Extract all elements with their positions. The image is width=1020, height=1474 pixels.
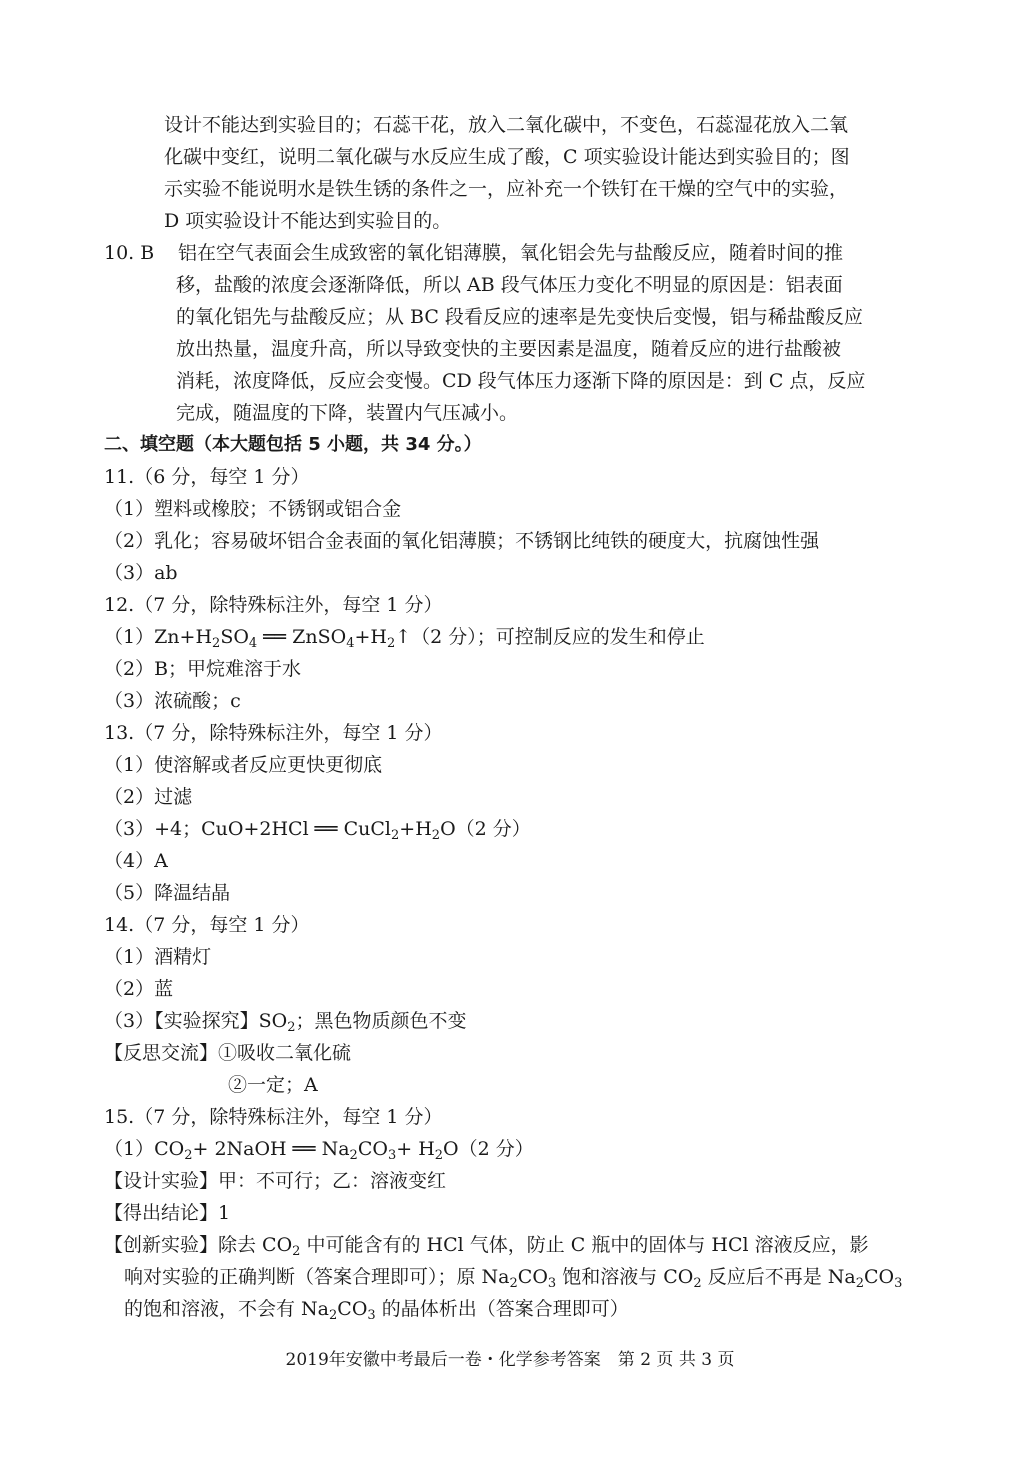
- q15-answer-equation: $(1)CO_2+$ 2NaOH ══ $Na_2CO_3+ H_2O(2$ 分）: [104, 1138, 534, 1163]
- q12-heading: 12.（7 分，除特殊标注外，每空 1 分）: [104, 594, 443, 616]
- q14-answer: （2）蓝: [104, 978, 174, 1000]
- q15-answer: 【设计实验】甲：不可行；乙：溶液变红: [104, 1170, 447, 1192]
- q10-text-line: 消耗，浓度降低，反应会变慢。CD 段气体压力逐渐下降的原因是：到 C 点，反应: [176, 370, 866, 392]
- q10-number: 10. B: [104, 242, 155, 264]
- q12-answer-equation: $(1)Zn+H_2SO_4$ ══ $ZnSO_4+H_2↑(2$ 分）；可控制反应的发生和停止: [104, 626, 705, 651]
- q13-answer: （1）使溶解或者反应更快更彻底: [104, 754, 383, 776]
- q11-heading: 11.（6 分，每空 1 分）: [104, 466, 310, 488]
- page-footer: 2019年安徽中考最后一卷・化学参考答案 第 2 页 共 3 页: [285, 1350, 735, 1370]
- q10-text-line: 的氧化铝先与盐酸反应；从 BC 段看反应的速率是先变快后变慢，铝与稀盐酸反应: [176, 306, 863, 328]
- q15-answer: 的饱和溶液，不会有 $Na_2CO_3$ 的晶体析出（答案合理即可）: [124, 1298, 629, 1323]
- q9-text-line: 示实验不能说明水是铁生锈的条件之一，应补充一个铁钉在干燥的空气中的实验，: [164, 178, 849, 200]
- q14-answer: （3）【实验探究】$SO_2$；黑色物质颜色不变: [104, 1010, 467, 1035]
- q13-heading: 13.（7 分，除特殊标注外，每空 1 分）: [104, 722, 443, 744]
- q13-answer: （5）降温结晶: [104, 882, 231, 904]
- q11-answer: （2）乳化；容易破坏铝合金表面的氧化铝薄膜；不锈钢比纯铁的硬度大，抗腐蚀性强: [104, 530, 820, 552]
- q15-heading: 15.（7 分，除特殊标注外，每空 1 分）: [104, 1106, 443, 1128]
- q11-answer: （1）塑料或橡胶；不锈钢或铝合金: [104, 498, 402, 520]
- q13-answer: （4）A: [104, 850, 168, 872]
- q13-answer: （2）过滤: [104, 786, 193, 808]
- q10-text-line: 移，盐酸的浓度会逐渐降低，所以 AB 段气体压力变化不明显的原因是：铝表面: [176, 274, 843, 296]
- q14-answer: （1）酒精灯: [104, 946, 212, 968]
- section-heading: 二、填空题（本大题包括 5 小题，共 34 分。）: [104, 434, 482, 455]
- q15-answer: 响对实验的正确判断（答案合理即可）；原 $Na_2CO_3$ 饱和溶液与 $CO_2$ 反应后不再是 $Na_2CO_3$: [124, 1266, 903, 1291]
- q15-answer: 【得出结论】1: [104, 1202, 231, 1224]
- q10-text-line: 铝在空气表面会生成致密的氧化铝薄膜，氧化铝会先与盐酸反应，随着时间的推: [178, 242, 844, 264]
- q9-text-line: 设计不能达到实验目的；石蕊干花，放入二氧化碳中，不变色，石蕊湿花放入二氧: [164, 114, 849, 136]
- q9-text-line: D 项实验设计不能达到实验目的。: [164, 210, 452, 232]
- q12-answer: （3）浓硫酸；c: [104, 690, 241, 712]
- q10-text-line: 放出热量，温度升高，所以导致变快的主要因素是温度，随着反应的进行盐酸被: [176, 338, 842, 360]
- q11-answer: （3）ab: [104, 562, 178, 584]
- q14-answer: 【反思交流】①吸收二氧化硫: [104, 1042, 352, 1064]
- q15-answer: 【创新实验】除去 $CO_2$ 中可能含有的 HCl 气体，防止 C 瓶中的固体与 HCl 溶液反应，影: [104, 1234, 869, 1259]
- q12-answer: （2）B；甲烷难溶于水: [104, 658, 302, 680]
- q10-text-line: 完成，随温度的下降，装置内气压减小。: [176, 402, 519, 424]
- q9-text-line: 化碳中变红，说明二氧化碳与水反应生成了酸，C 项实验设计能达到实验目的；图: [164, 146, 850, 168]
- q14-heading: 14.（7 分，每空 1 分）: [104, 914, 310, 936]
- q14-answer: ②一定；A: [228, 1074, 318, 1096]
- q13-answer-equation: （3）+4；CuO+2HCl ══ $CuCl_2+H_2O(2$ 分）: [104, 818, 531, 843]
